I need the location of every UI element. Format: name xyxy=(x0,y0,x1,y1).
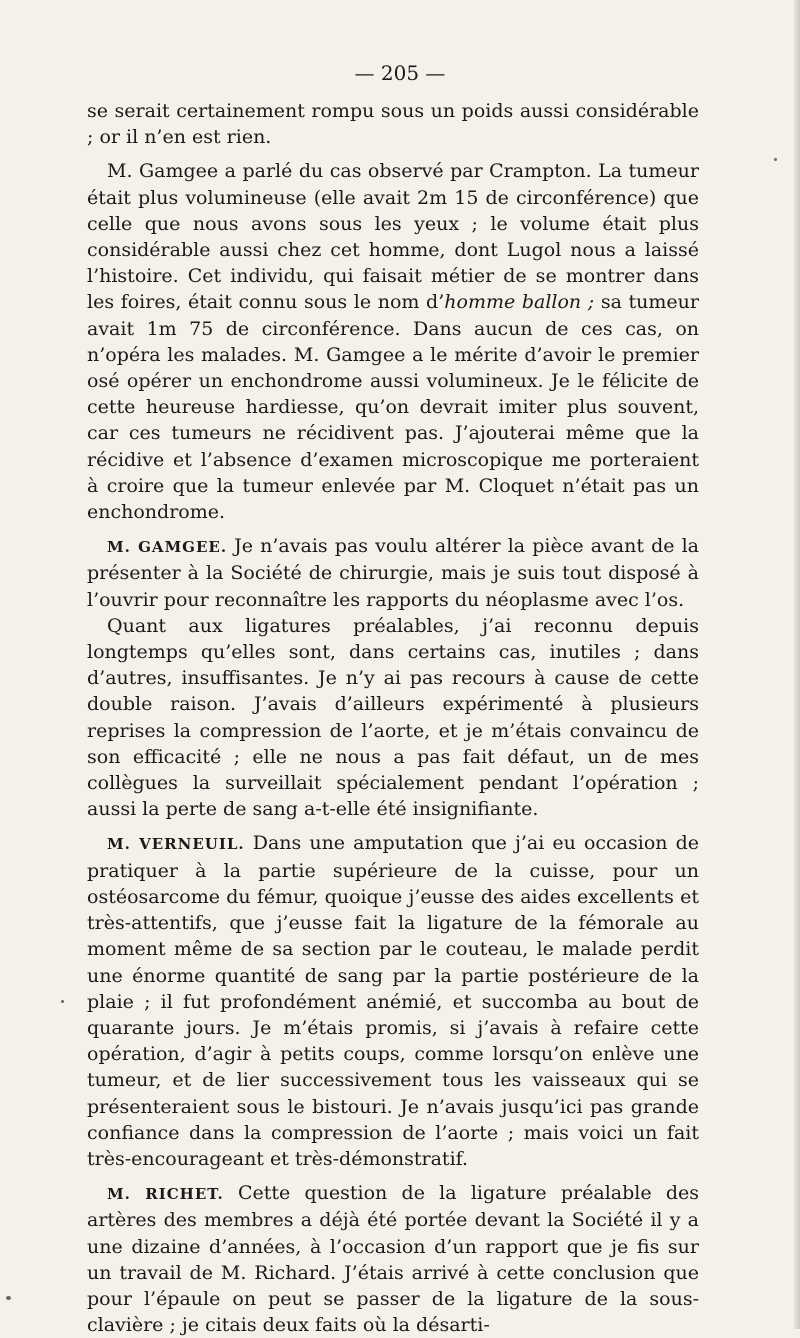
page-number: — 205 — xyxy=(354,61,446,85)
paragraph-richet xyxy=(87,1180,699,1338)
body-text xyxy=(87,98,699,1338)
page-edge-shadow xyxy=(794,0,800,1329)
paragraph-verneuil xyxy=(87,830,699,1172)
paragraph-text: se serait certainement rompu sous un poids aussi considérable ; or il n’en est rien. xyxy=(87,100,699,149)
paragraph-continuation xyxy=(87,98,699,150)
paragraph-text: Cette question de la ligature préalable des artères des membres a déjà été portée devant la Société il y a une dizaine d’années, à l’occasion d’un rapport que je fis sur un travail de M. Richard. J’étais arrivé à cette conclusion que pour l’épaule on peut se passer de la ligature de la sous-clavière ; je citais deux faits où la désarti- xyxy=(87,1182,699,1337)
paragraph-gamgee-case xyxy=(87,158,699,525)
speaker-name: M. RICHET. xyxy=(107,1185,224,1204)
paragraph-text: M. Gamgee a parlé du cas observé par Crampton. La tumeur était plus volumineuse (elle avait 2m 15 de circonférence) que celle que nous avons sous les yeux ; le volume était plus considérable aussi chez cet homme, dont Lugol nous a laissé l’histoire. Cet individu, qui faisait métier de se montrer dans les foires, était connu sous le nom d’ xyxy=(87,160,699,314)
paragraph-gamgee-reply xyxy=(87,533,699,613)
paragraph-text: sa tumeur avait 1m 75 de circonférence. Dans aucun de ces cas, on n’opéra les malades. M. Gamgee a le mérite d’avoir le premier osé opérer un enchondrome aussi volumineux. Je le félicite de cette heureuse hardiesse, qu’on devrait imiter plus souvent, car ces tumeurs ne récidivent pas. J’ajouterai même que la récidive et l’absence d’examen microscopique me porteraient à croire que la tumeur enlevée par M. Cloquet n’était pas un enchondrome. xyxy=(87,291,699,524)
speaker-name: M. GAMGEE. xyxy=(107,538,228,557)
paper-speck xyxy=(61,1000,64,1003)
italic-term: homme ballon ; xyxy=(444,291,595,314)
paper-speck xyxy=(6,1296,11,1300)
paragraph-text: Je n’avais pas voulu altérer la pièce avant de la présenter à la Société de chirurgie, mais je suis tout disposé à l’ouvrir pour reconnaître les rapports du néoplasme avec l’os. xyxy=(87,535,699,611)
paragraph-text: Quant aux ligatures préalables, j’ai reconnu depuis longtemps qu’elles sont, dans certains cas, inutiles ; dans d’autres, insuffisantes. Je n’y ai pas recours à cause de cette double raison. J’avais d’ailleurs expérimenté à plusieurs reprises la compression de l’aorte, et je m’étais convaincu de son efficacité ; elle ne nous a pas fait défaut, un de mes collègues la surveillait spécialement pendant l’opération ; aussi la perte de sang a-t-elle été insignifiante. xyxy=(87,614,699,821)
speaker-name: M. VERNEUIL. xyxy=(107,835,245,854)
paper-speck xyxy=(774,158,777,161)
paragraph-text: Dans une amputation que j’ai eu occasion de pratiquer à la partie supérieure de la cuisse, pour un ostéosarcome du fémur, quoique j’eusse des aides excellents et très-attentifs, que j’eusse fait la ligature de la fémorale au moment même de sa section par le couteau, le malade perdit une énorme quantité de sang par la partie postérieure de la plaie ; il fut profondément anémié, et succomba au bout de quarante jours. Je m’étais promis, si j’avais à refaire cette opération, d’agir à petits coups, comme lorsqu’on enlève une tumeur, et de lier successivement tous les vaisseaux qui se présenteraient sous le bistouri. Je n’avais jusqu’ici pas grande confiance dans la compression de l’aorte ; mais voici un fait très-encourageant et très-démonstratif. xyxy=(87,832,699,1170)
paragraph-ligatures xyxy=(87,613,699,823)
